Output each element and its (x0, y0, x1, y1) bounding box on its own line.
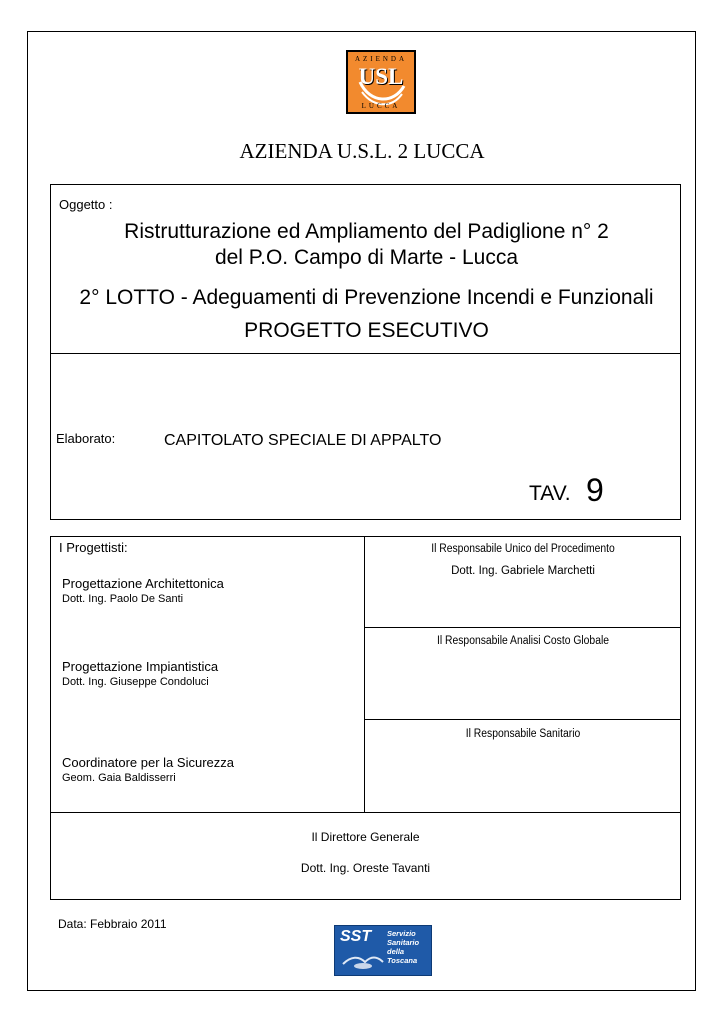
document-title: CAPITOLATO SPECIALE DI APPALTO (164, 432, 442, 449)
subject-line-1: Ristrutturazione ed Ampliamento del Padiglione n° 2 (124, 220, 609, 243)
responsible-title: Il Responsabile Sanitario (465, 728, 581, 740)
designer-name: Geom. Gaia Baldisserri (62, 772, 176, 784)
subject-label: Oggetto : (59, 197, 113, 212)
company-name: AZIENDA U.S.L. 2 LUCCA (239, 139, 485, 163)
designer-name: Dott. Ing. Paolo De Santi (62, 593, 184, 605)
date-text: Data: Febbraio 2011 (58, 917, 167, 931)
logo-main-text: USL (358, 64, 404, 89)
logo-bottom-text: LUCCA (361, 102, 401, 110)
responsible-title: Il Responsabile Analisi Costo Globale (436, 635, 610, 647)
designer-role: Coordinatore per la Sicurezza (62, 755, 234, 770)
divider (364, 719, 681, 720)
director-name: Dott. Ing. Oreste Tavanti (300, 861, 431, 875)
logo-top-text: AZIENDA (354, 55, 408, 63)
director-box (50, 812, 681, 900)
divider (364, 536, 365, 813)
designers-heading: I Progettisti: (59, 540, 128, 555)
subject-line-3: 2° LOTTO - Adeguamenti di Prevenzione Incendi e Funzionali (79, 286, 654, 309)
divider (364, 627, 681, 628)
tav-number: 9 (586, 472, 604, 508)
sst-text: Servizio Sanitario della Toscana (387, 929, 420, 965)
designer-role: Progettazione Architettonica (62, 576, 224, 591)
subject-box (50, 184, 681, 354)
designer-name: Dott. Ing. Giuseppe Condoluci (62, 676, 209, 688)
document-box (50, 353, 681, 520)
subject-line-4: PROGETTO ESECUTIVO (244, 319, 489, 342)
sst-abbr: SST (340, 928, 372, 945)
designer-role: Progettazione Impiantistica (62, 659, 219, 674)
director-title: Il Direttore Generale (311, 830, 420, 844)
responsible-name: Dott. Ing. Gabriele Marchetti (451, 565, 595, 577)
responsible-title: Il Responsabile Unico del Procedimento (431, 543, 615, 555)
tav-label: TAV. (529, 482, 571, 505)
sst-logo (334, 925, 432, 976)
document-label: Elaborato: (56, 431, 116, 446)
usl-logo (346, 50, 416, 114)
subject-line-2: del P.O. Campo di Marte - Lucca (214, 246, 519, 269)
